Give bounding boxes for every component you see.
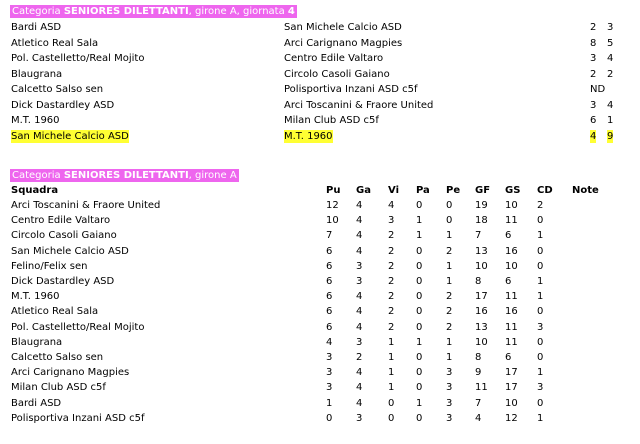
standings-cell-ga: 4 <box>356 215 363 227</box>
standings-row <box>0 335 640 350</box>
standings-cell-team: Pol. Castelletto/Real Mojito <box>11 321 145 333</box>
standings-cell-ga: 4 <box>356 382 363 394</box>
col-gs: GS <box>505 185 521 196</box>
standings-cell-gs: 10 <box>505 200 518 211</box>
standings-cell-pe: 3 <box>446 412 453 424</box>
standings-row <box>0 259 640 274</box>
standings-cell-vi: 2 <box>388 306 395 318</box>
standings-cell-gf: 16 <box>475 306 488 318</box>
standings-cell-pu: 6 <box>326 321 333 333</box>
standings-cell-gf: 9 <box>475 367 482 379</box>
match-away-team: Circolo Casoli Gaiano <box>284 68 390 80</box>
col-gf: GF <box>475 185 491 196</box>
standings-cell-vi: 2 <box>388 260 395 272</box>
standings-header-prefix: Categoria <box>12 170 64 181</box>
standings-cell-pa: 0 <box>416 382 423 394</box>
standings-cell-pa: 0 <box>416 200 423 211</box>
standings-cell-team: Felino/Felix sen <box>11 260 88 272</box>
standings-cell-pa: 0 <box>416 260 423 272</box>
standings-row <box>0 213 640 228</box>
standings-cell-gf: 8 <box>475 276 482 287</box>
standings-cell-pu: 6 <box>326 260 333 272</box>
standings-cell-pu: 3 <box>326 382 333 394</box>
col-vi: Vi <box>388 185 399 196</box>
match-away-goals: 4 <box>607 99 614 111</box>
match-row <box>0 82 640 97</box>
standings-cell-pe: 0 <box>446 200 453 211</box>
standings-cell-pe: 1 <box>446 260 453 272</box>
standings-cell-pa: 0 <box>416 367 423 379</box>
standings-row <box>0 365 640 380</box>
standings-cell-ga: 4 <box>356 306 363 318</box>
standings-cell-vi: 0 <box>388 412 395 424</box>
standings-cell-pu: 0 <box>326 412 333 424</box>
standings-cell-gf: 11 <box>475 382 488 394</box>
standings-cell-gf: 10 <box>475 260 488 272</box>
standings-cell-pe: 2 <box>446 306 453 318</box>
standings-row <box>0 380 640 395</box>
standings-cell-ga: 3 <box>356 276 363 287</box>
standings-cell-gf: 13 <box>475 321 488 333</box>
standings-cell-cd: 0 <box>537 306 544 318</box>
standings-cell-cd: 1 <box>537 367 544 379</box>
standings-cell-ga: 4 <box>356 230 363 242</box>
standings-cell-cd: 0 <box>537 245 544 257</box>
match-home-team: M.T. 1960 <box>11 115 60 126</box>
match-home-team: Calcetto Salso sen <box>11 84 104 95</box>
match-home-goals: 2 <box>590 22 597 33</box>
standings-cell-team: Blaugrana <box>11 336 63 348</box>
standings-cell-vi: 2 <box>388 321 395 333</box>
standings-cell-pe: 2 <box>446 321 453 333</box>
standings-cell-team: Atletico Real Sala <box>11 306 99 318</box>
standings-cell-pa: 0 <box>416 306 423 318</box>
standings-cell-pe: 2 <box>446 245 453 257</box>
standings-cell-pe: 1 <box>446 336 453 348</box>
standings-row <box>0 289 640 304</box>
standings-cell-pe: 3 <box>446 367 453 379</box>
standings-cell-gs: 11 <box>505 321 518 333</box>
standings-cell-cd: 3 <box>537 321 544 333</box>
standings-row <box>0 320 640 335</box>
col-pa: Pa <box>416 185 430 196</box>
standings-cell-pa: 0 <box>416 321 423 333</box>
col-team: Squadra <box>11 185 59 196</box>
results-header-category: SENIORES DILETTANTI <box>63 6 189 17</box>
standings-cell-pa: 1 <box>416 397 423 409</box>
standings-cell-cd: 0 <box>537 215 544 227</box>
results-header-round: 4 <box>287 6 295 17</box>
col-note: Note <box>572 185 599 196</box>
standings-cell-pu: 6 <box>326 291 333 303</box>
match-row <box>0 51 640 66</box>
standings-cell-gs: 17 <box>505 382 518 394</box>
standings-cell-ga: 4 <box>356 200 363 211</box>
standings-cell-ga: 3 <box>356 412 363 424</box>
standings-cell-gf: 18 <box>475 215 488 227</box>
standings-cell-cd: 0 <box>537 397 544 409</box>
match-row <box>0 113 640 128</box>
match-home-goals: 8 <box>590 37 597 49</box>
standings-cell-team: Milan Club ASD c5f <box>11 382 106 394</box>
standings-cell-pa: 1 <box>416 230 423 242</box>
match-away-goals: 9 <box>607 130 614 142</box>
match-away-team: Arci Toscanini & Fraore United <box>284 99 434 111</box>
standings-cell-cd: 3 <box>537 382 544 394</box>
standings-row <box>0 411 640 426</box>
standings-row <box>0 304 640 319</box>
standings-cell-vi: 3 <box>388 215 395 227</box>
match-away-team: Milan Club ASD c5f <box>284 115 379 126</box>
standings-header-category: SENIORES DILETTANTI <box>63 170 189 181</box>
standings-cell-pu: 3 <box>326 352 333 363</box>
standings-cell-gs: 6 <box>505 276 512 287</box>
match-away-team: San Michele Calcio ASD <box>284 22 402 33</box>
standings-cell-gs: 11 <box>505 215 518 227</box>
match-away-goals: 5 <box>607 37 614 49</box>
standings-cell-cd: 2 <box>537 200 544 211</box>
standings-cell-gs: 11 <box>505 336 518 348</box>
match-row <box>0 20 640 35</box>
standings-cell-vi: 4 <box>388 200 395 211</box>
standings-cell-vi: 1 <box>388 352 395 363</box>
col-pe: Pe <box>446 185 461 196</box>
standings-cell-vi: 2 <box>388 230 395 242</box>
standings-cell-gs: 16 <box>505 306 518 318</box>
standings-cell-vi: 2 <box>388 245 395 257</box>
standings-cell-gf: 10 <box>475 336 488 348</box>
standings-cell-gf: 17 <box>475 291 488 303</box>
standings-cell-vi: 0 <box>388 397 395 409</box>
standings-cell-cd: 1 <box>537 412 544 424</box>
standings-cell-pu: 6 <box>326 306 333 318</box>
standings-cell-pe: 1 <box>446 276 453 287</box>
standings-row <box>0 228 640 243</box>
standings-cell-team: Dick Dastardley ASD <box>11 276 115 287</box>
standings-cell-ga: 3 <box>356 260 363 272</box>
standings-cell-team: Bardi ASD <box>11 397 62 409</box>
col-cd: CD <box>537 185 553 196</box>
match-home-goals: 3 <box>590 99 597 111</box>
standings-cell-gs: 17 <box>505 367 518 379</box>
standings-cell-team: Arci Toscanini & Fraore United <box>11 200 161 211</box>
standings-cell-ga: 4 <box>356 397 363 409</box>
standings-cell-gs: 10 <box>505 397 518 409</box>
standings-row <box>0 350 640 365</box>
standings-cell-ga: 4 <box>356 321 363 333</box>
standings-cell-team: Centro Edile Valtaro <box>11 215 111 227</box>
match-home-goals: 2 <box>590 68 597 80</box>
standings-cell-pu: 10 <box>326 215 339 227</box>
standings-cell-vi: 1 <box>388 382 395 394</box>
standings-cell-cd: 1 <box>537 276 544 287</box>
standings-cell-ga: 4 <box>356 291 363 303</box>
results-header-suffix: , girone A, giornata <box>188 6 288 17</box>
match-home-goals: 6 <box>590 115 597 126</box>
standings-cell-pu: 1 <box>326 397 333 409</box>
match-row <box>0 129 640 144</box>
standings-cell-pe: 1 <box>446 352 453 363</box>
standings-cell-ga: 4 <box>356 367 363 379</box>
standings-header <box>10 169 239 182</box>
match-home-team: Dick Dastardley ASD <box>11 99 115 111</box>
match-away-team: Centro Edile Valtaro <box>284 53 384 64</box>
match-home-goals: 3 <box>590 53 597 64</box>
col-ga: Ga <box>356 185 371 196</box>
results-header-prefix: Categoria <box>12 6 64 17</box>
match-home-team: San Michele Calcio ASD <box>11 130 129 142</box>
standings-header-suffix: , girone A <box>188 170 237 181</box>
standings-cell-cd: 1 <box>537 230 544 242</box>
match-home-team: Blaugrana <box>11 68 63 80</box>
standings-row <box>0 198 640 213</box>
standings-cell-vi: 1 <box>388 367 395 379</box>
standings-cell-pa: 0 <box>416 276 423 287</box>
standings-cell-team: San Michele Calcio ASD <box>11 245 129 257</box>
standings-cell-gf: 13 <box>475 245 488 257</box>
match-away-team: M.T. 1960 <box>284 130 333 142</box>
standings-row <box>0 244 640 259</box>
standings-cell-gs: 6 <box>505 230 512 242</box>
standings-cell-pe: 1 <box>446 230 453 242</box>
match-away-team: Arci Carignano Magpies <box>284 37 403 49</box>
standings-cell-pa: 0 <box>416 352 423 363</box>
standings-cell-gf: 7 <box>475 397 482 409</box>
match-row <box>0 67 640 82</box>
standings-cell-gs: 11 <box>505 291 518 303</box>
col-pu: Pu <box>326 185 341 196</box>
standings-column-headers <box>0 183 640 198</box>
standings-row <box>0 396 640 411</box>
match-away-goals: 2 <box>607 68 614 80</box>
standings-cell-team: Circolo Casoli Gaiano <box>11 230 117 242</box>
standings-cell-pu: 4 <box>326 336 333 348</box>
standings-cell-pe: 0 <box>446 215 453 227</box>
match-home-goals: 4 <box>590 130 597 142</box>
standings-cell-gf: 7 <box>475 230 482 242</box>
standings-cell-gf: 8 <box>475 352 482 363</box>
standings-cell-gf: 19 <box>475 200 488 211</box>
standings-cell-cd: 0 <box>537 352 544 363</box>
standings-cell-pe: 3 <box>446 382 453 394</box>
standings-cell-pu: 12 <box>326 200 339 211</box>
match-home-team: Pol. Castelletto/Real Mojito <box>11 53 145 64</box>
standings-cell-vi: 1 <box>388 336 395 348</box>
standings-cell-cd: 0 <box>537 260 544 272</box>
standings-cell-pa: 0 <box>416 245 423 257</box>
match-away-goals: 4 <box>607 53 614 64</box>
standings-cell-team: M.T. 1960 <box>11 291 60 303</box>
standings-cell-ga: 4 <box>356 245 363 257</box>
standings-cell-vi: 2 <box>388 276 395 287</box>
standings-cell-pu: 7 <box>326 230 333 242</box>
standings-cell-pa: 0 <box>416 291 423 303</box>
standings-cell-pu: 6 <box>326 276 333 287</box>
match-row <box>0 36 640 51</box>
standings-cell-pu: 3 <box>326 367 333 379</box>
standings-cell-pu: 6 <box>326 245 333 257</box>
standings-cell-gs: 10 <box>505 260 518 272</box>
standings-cell-team: Arci Carignano Magpies <box>11 367 130 379</box>
standings-cell-vi: 2 <box>388 291 395 303</box>
match-home-team: Bardi ASD <box>11 22 62 33</box>
results-header <box>10 5 297 18</box>
standings-cell-pa: 1 <box>416 336 423 348</box>
standings-cell-cd: 1 <box>537 291 544 303</box>
standings-cell-ga: 3 <box>356 336 363 348</box>
standings-cell-pa: 0 <box>416 412 423 424</box>
standings-cell-gs: 12 <box>505 412 518 424</box>
standings-cell-pe: 2 <box>446 291 453 303</box>
standings-cell-pe: 3 <box>446 397 453 409</box>
standings-cell-cd: 0 <box>537 336 544 348</box>
standings-cell-team: Polisportiva Inzani ASD c5f <box>11 412 145 424</box>
match-away-goals: 3 <box>607 22 614 33</box>
standings-cell-team: Calcetto Salso sen <box>11 352 104 363</box>
match-row <box>0 98 640 113</box>
standings-cell-gs: 16 <box>505 245 518 257</box>
standings-row <box>0 274 640 289</box>
standings-cell-ga: 2 <box>356 352 363 363</box>
match-away-team: Polisportiva Inzani ASD c5f <box>284 84 418 95</box>
match-home-goals: ND <box>590 84 606 95</box>
standings-cell-gs: 6 <box>505 352 512 363</box>
match-away-goals: 1 <box>607 115 614 126</box>
standings-cell-gf: 4 <box>475 412 482 424</box>
match-home-team: Atletico Real Sala <box>11 37 99 49</box>
standings-cell-pa: 1 <box>416 215 423 227</box>
